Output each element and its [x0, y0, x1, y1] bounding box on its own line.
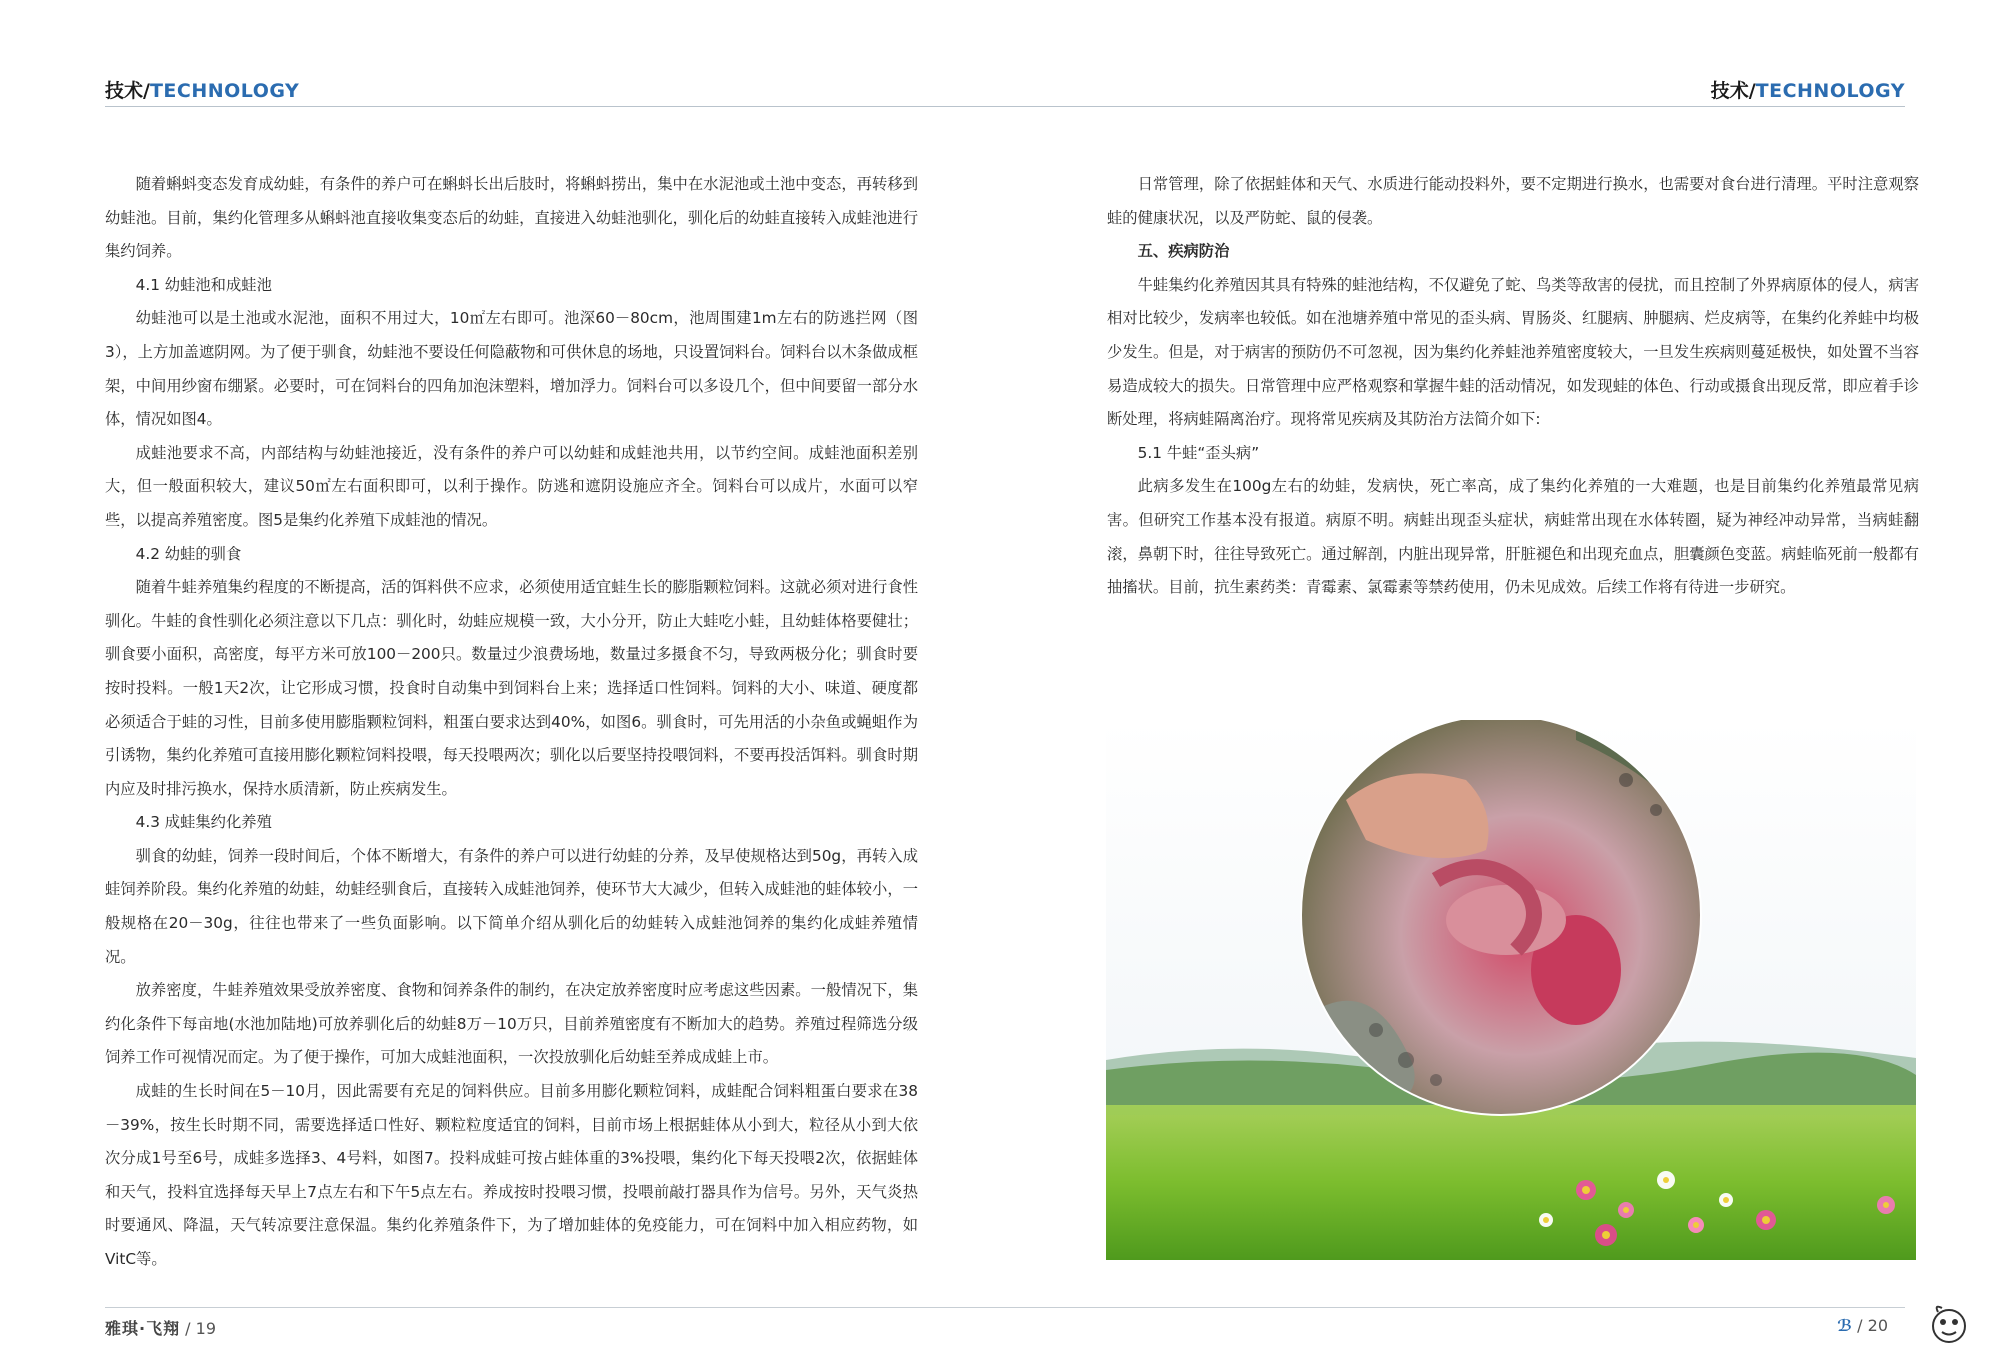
brand-logo-icon: ℬ: [1837, 1316, 1853, 1335]
subheading-4-1: 4.1 幼蛙池和成蛙池: [135, 275, 272, 294]
meadow-illustration: [1106, 720, 1916, 1260]
header-left-section: 技术/: [105, 80, 150, 102]
paragraph: 随着蝌蚪变态发育成幼蛙，有条件的养户可在蝌蚪长出后肢时，将蝌蚪捞出，集中在水泥池或土池中变态，再转移到幼蛙池。目前，集约化管理多从蝌蚪池直接收集变态后的幼蛙，直接进入幼蛙池驯化，驯化后的幼蛙直接转入成蛙池进行集约饲养。: [105, 175, 918, 261]
mascot-icon: [1926, 1300, 1972, 1346]
subheading-5-1: 5.1 牛蛙“歪头病”: [1137, 443, 1260, 462]
footer-divider: [105, 1307, 1905, 1308]
footer-left: [105, 1316, 216, 1339]
paragraph: 放养密度，牛蛙养殖效果受放养密度、食物和饲养条件的制约，在决定放养密度时应考虑这些因素。一般情况下，集约化条件下每亩地(水池加陆地)可放养驯化后的幼蛙8万－10万只，目前养殖密度有不断加大的趋势。养殖过程筛选分级饲养工作可视情况而定。为了便于操作，可加大成蛙池面积，一次投放驯化后幼蛙至养成成蛙上市。: [105, 981, 918, 1067]
header-left-technology: TECHNOLOGY: [149, 80, 300, 102]
right-column: [1107, 168, 1919, 605]
paragraph: 随着牛蛙养殖集约程度的不断提高，活的饵料供不应求，必须使用适宜蛙生长的膨脂颗粒饲料。这就必须对进行食性驯化。牛蛙的食性驯化必须注意以下几点：驯化时，幼蛙应规模一致，大小分开，防止大蛙吃小蛙，且幼蛙体格要健壮；驯食要小面积，高密度，每平方米可放100－200只。数量过少浪费场地，数量过多摄食不匀，导致两极分化；驯食时要按时投料。一般1天2次，让它形成习惯，投食时自动集中到饲料台上来；选择适口性饲料。饲料的大小、味道、硬度都必须适合于蛙的习性，目前多使用膨脂颗粒饲料，粗蛋白要求达到40%，如图6。驯食时，可先用活的小杂鱼或蝇蛆作为引诱物，集约化养殖可直接用膨化颗粒饲料投喂，每天投喂两次；驯化以后要坚持投喂饲料，不要再投活饵料。驯食时期内应及时排污换水，保持水质清新，防止疾病发生。: [105, 578, 918, 798]
header-right: [1711, 76, 1905, 106]
header-divider: [105, 106, 1905, 107]
paragraph: 牛蛙集约化养殖因其具有特殊的蛙池结构，不仅避免了蛇、鸟类等敌害的侵扰，而且控制了外界病原体的侵人，病害相对比较少，发病率也较低。如在池塘养殖中常见的歪头病、胃肠炎、红腿病、肿腿病、烂皮病等，在集约化养蛙中均极少发生。但是，对于病害的预防仍不可忽视，因为集约化养蛙池养殖密度较大，一旦发生疾病则蔓延极快，如处置不当容易造成较大的损失。日常管理中应严格观察和掌握牛蛙的活动情况，如发现蛙的体色、行动或摄食出现反常，即应着手诊断处理，将病蛙隔离治疗。现将常见疾病及其防治方法简介如下:: [1107, 275, 1919, 429]
subheading-4-2: 4.2 幼蛙的驯食: [135, 544, 242, 563]
header-left: [105, 76, 299, 106]
page-number-right: / 20: [1852, 1316, 1888, 1335]
section-heading-disease-prevention: 五、疾病防治: [1137, 242, 1230, 261]
header-right-section: 技术/: [1710, 80, 1756, 102]
paragraph: 驯食的幼蛙，饲养一段时间后，个体不断增大，有条件的养户可以进行幼蛙的分养，及早使规格达到50g，再转入成蛙饲养阶段。集约化养殖的幼蛙，幼蛙经驯食后，直接转入成蛙池饲养，使环节大大减少，但转入成蛙池的蛙体较小，一般规格在20－30g，往往也带来了一些负面影响。以下简单介绍从驯化后的幼蛙转入成蛙池饲养的集约化成蛙养殖情况。: [105, 846, 918, 966]
page-number-left: / 19: [180, 1319, 217, 1338]
magazine-brand: 雅琪·飞翔: [105, 1319, 181, 1338]
meadow-with-frog-photo: [1106, 720, 1916, 1260]
subheading-4-3: 4.3 成蛙集约化养殖: [135, 813, 272, 832]
paragraph: 此病多发生在100g左右的幼蛙，发病快，死亡率高，成了集约化养殖的一大难题，也是目前集约化养殖最常见病害。但研究工作基本没有报道。病原不明。病蛙出现歪头症状，病蛙常出现在水体转圈，疑为神经冲动异常，当病蛙翻滚，鼻朝下时，往往导致死亡。通过解剖，内脏出现异常，肝脏褪色和出现充血点，胆囊颜色变蓝。病蛙临死前一般都有抽搐状。目前，抗生素药类：青霉素、氯霉素等禁药使用，仍未见成效。后续工作将有待进一步研究。: [1107, 477, 1919, 597]
header-right-technology: TECHNOLOGY: [1755, 80, 1905, 102]
paragraph: 幼蛙池可以是土池或水泥池，面积不用过大，10㎡左右即可。池深60－80cm，池周围建1m左右的防逃拦网（图3），上方加盖遮阴网。为了便于驯食，幼蛙池不要设任何隐蔽物和可供休息的场地，只设置饲料台。饲料台以木条做成框架，中间用纱窗布绷紧。必要时，可在饲料台的四角加泡沫塑料，增加浮力。饲料台可以多设几个，但中间要留一部分水体，情况如图4。: [105, 309, 918, 429]
paragraph: 成蛙的生长时间在5－10月，因此需要有充足的饲料供应。目前多用膨化颗粒饲料，成蛙配合饲料粗蛋白要求在38－39%，按生长时期不同，需要选择适口性好、颗粒粒度适宜的饲料，目前市场上根据蛙体从小到大，粒径从小到大依次分成1号至6号，成蛙多选择3、4号料，如图7。投料成蛙可按占蛙体重的3%投喂，集约化下每天投喂2次，依据蛙体和天气，投料宜选择每天早上7点左右和下午5点左右。养成按时投喂习惯，投喂前敲打器具作为信号。另外，天气炎热时要通风、降温，天气转凉要注意保温。集约化养殖条件下，为了增加蛙体的免疫能力，可在饲料中加入相应药物，如VitC等。: [105, 1082, 918, 1268]
left-column: [105, 168, 918, 1277]
footer-right: [1837, 1316, 1888, 1335]
paragraph: 日常管理，除了依据蛙体和天气、水质进行能动投料外，要不定期进行换水，也需要对食台进行清理。平时注意观察蛙的健康状况，以及严防蛇、鼠的侵袭。: [1107, 175, 1919, 227]
paragraph: 成蛙池要求不高，内部结构与幼蛙池接近，没有条件的养户可以幼蛙和成蛙池共用，以节约空间。成蛙池面积差别大，但一般面积较大，建议50㎡左右面积即可，以利于操作。防逃和遮阴设施应齐全。饲料台可以成片，水面可以窄些，以提高养殖密度。图5是集约化养殖下成蛙池的情况。: [105, 443, 918, 529]
